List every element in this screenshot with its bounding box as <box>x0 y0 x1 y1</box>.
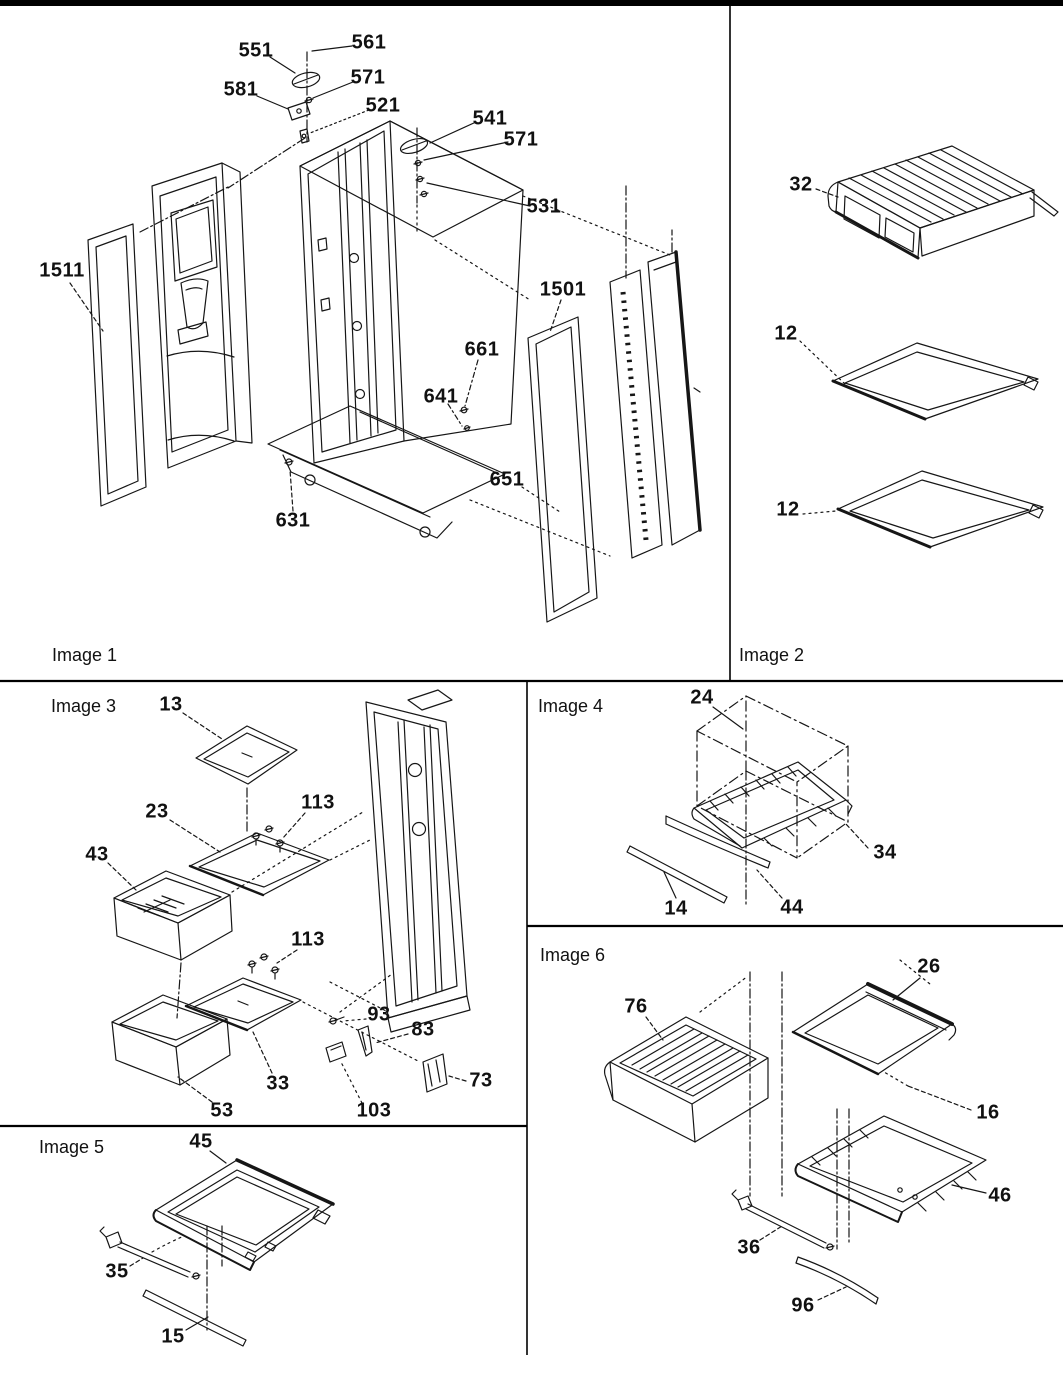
callout-12: 12 <box>774 322 798 345</box>
callout-43: 43 <box>85 843 109 866</box>
callout-76: 76 <box>624 995 648 1018</box>
panel-title-image4: Image 4 <box>538 696 604 716</box>
panel-title-image6: Image 6 <box>540 945 606 965</box>
panel-title-image3: Image 3 <box>51 696 117 716</box>
callout-93: 93 <box>367 1003 391 1026</box>
callout-103: 103 <box>356 1099 392 1122</box>
callout-12-2: 12 <box>776 498 800 521</box>
callout-531: 531 <box>526 195 562 218</box>
callout-46: 46 <box>988 1184 1012 1207</box>
callout-1511: 1511 <box>39 259 85 282</box>
callout-15: 15 <box>161 1325 185 1348</box>
callout-16: 16 <box>976 1101 1000 1124</box>
callout-96: 96 <box>791 1294 815 1317</box>
image4-art <box>627 696 868 905</box>
callout-45: 45 <box>189 1130 213 1153</box>
callout-24: 24 <box>690 686 714 709</box>
callout-23: 23 <box>145 800 169 823</box>
image1-art <box>70 46 700 622</box>
callout-631: 631 <box>275 509 311 532</box>
callout-35: 35 <box>105 1260 129 1283</box>
callout-34: 34 <box>873 841 897 864</box>
callout-661: 661 <box>464 338 500 361</box>
callout-571-2: 571 <box>503 128 539 151</box>
callout-13: 13 <box>159 693 183 716</box>
callout-551: 551 <box>238 39 274 62</box>
callout-521: 521 <box>365 94 401 117</box>
callout-113: 113 <box>301 791 335 814</box>
callout-1501: 1501 <box>539 278 587 301</box>
callout-26: 26 <box>917 955 941 978</box>
panel-title-image5: Image 5 <box>39 1137 105 1157</box>
callout-113-2: 113 <box>291 928 325 951</box>
callout-44: 44 <box>780 896 804 919</box>
image6-art <box>605 960 986 1304</box>
panel-title-image2: Image 2 <box>739 645 805 665</box>
image5-art <box>100 1151 333 1346</box>
panel-title-image1: Image 1 <box>52 645 118 665</box>
callout-33: 33 <box>266 1072 290 1095</box>
callout-36: 36 <box>737 1236 761 1259</box>
callout-14: 14 <box>664 897 688 920</box>
callout-73: 73 <box>469 1069 493 1092</box>
callout-651: 651 <box>489 468 525 491</box>
callout-571: 571 <box>350 66 386 89</box>
callout-541: 541 <box>472 107 508 130</box>
image2-art <box>800 146 1058 547</box>
callout-641: 641 <box>423 385 459 408</box>
callout-32: 32 <box>789 173 813 196</box>
callout-561: 561 <box>351 31 387 54</box>
callout-83: 83 <box>411 1018 435 1041</box>
callout-581: 581 <box>223 78 259 101</box>
callout-53: 53 <box>210 1099 234 1122</box>
